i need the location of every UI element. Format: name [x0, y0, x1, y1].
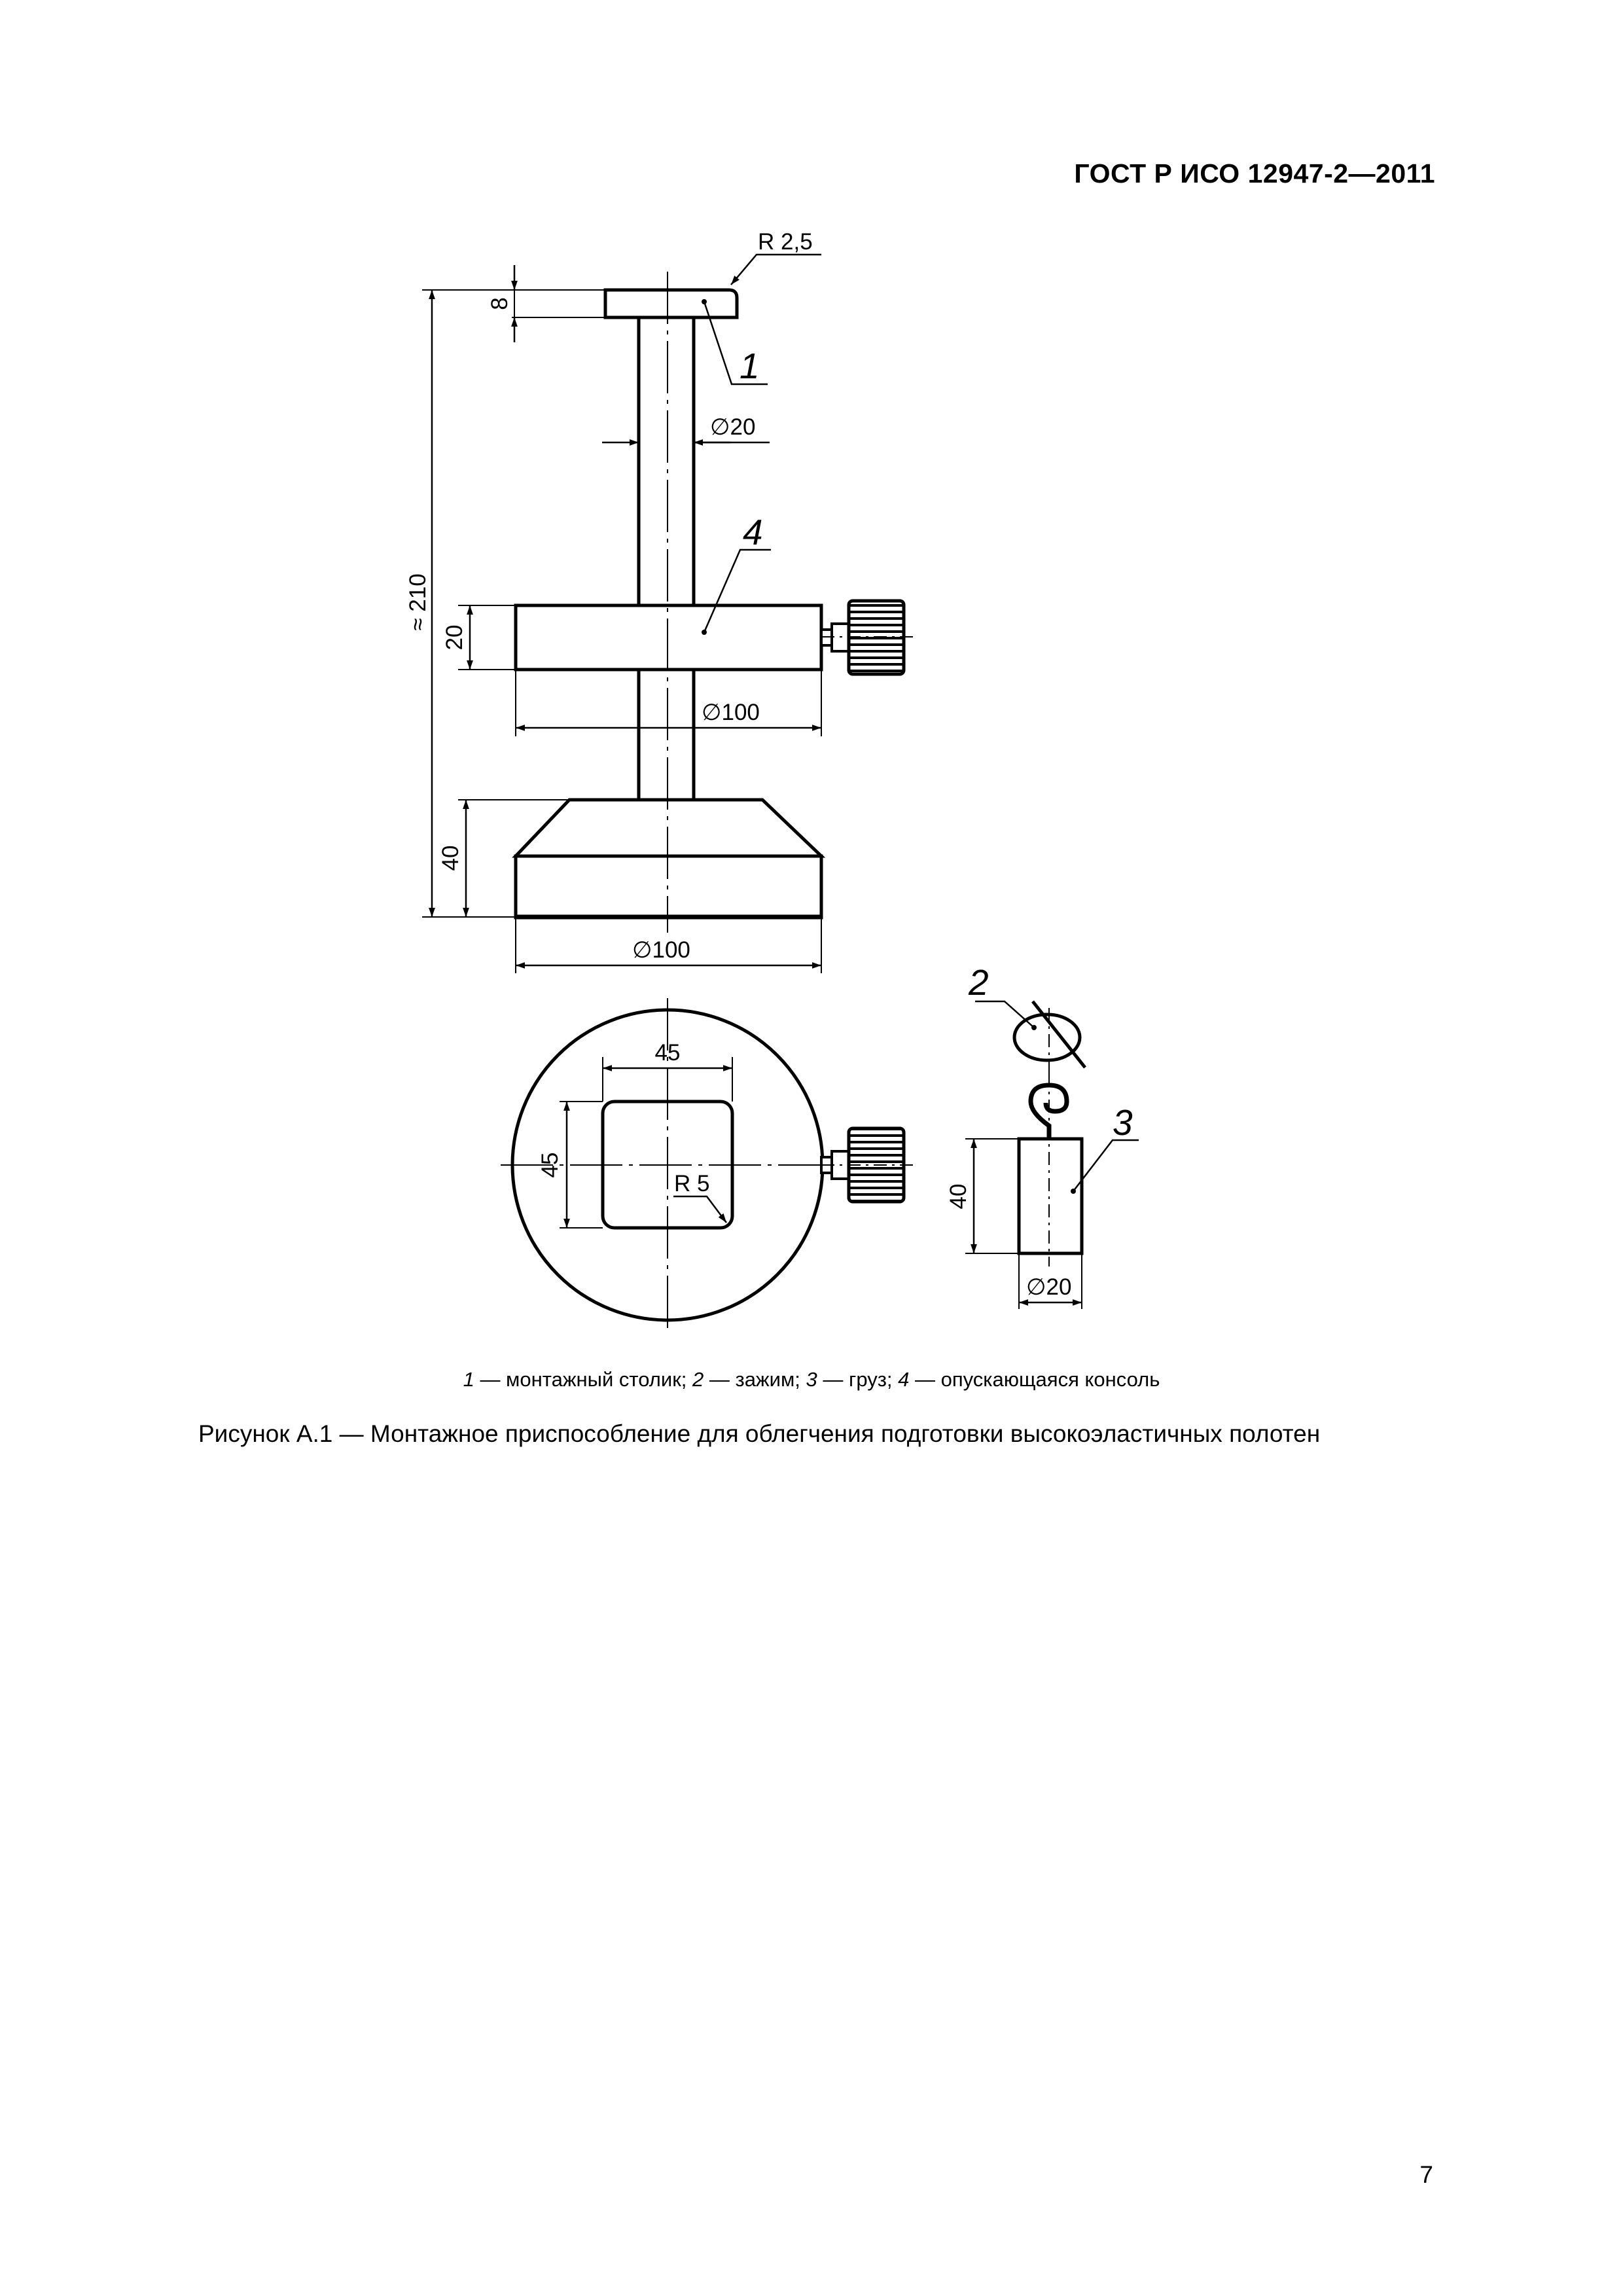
dim-d-base: ∅100 [632, 937, 690, 963]
weight [1019, 1139, 1082, 1253]
legend-num-1: 1 [463, 1368, 474, 1391]
legend-num-4: 4 [898, 1368, 910, 1391]
callout-3: 3 [1113, 1102, 1133, 1143]
legend-text-2: — зажим; [704, 1368, 806, 1391]
dim-h-top: 8 [487, 297, 512, 310]
base-block [516, 856, 821, 918]
mounting-table-top [605, 290, 737, 317]
figure-legend [0, 1368, 1623, 1391]
dim-h-weight: 40 [946, 1183, 971, 1210]
dim-h-square: 45 [537, 1152, 563, 1178]
dim-h-base: 40 [438, 845, 463, 871]
legend-num-3: 3 [806, 1368, 817, 1391]
column-lower [639, 670, 694, 800]
dim-w-square: 45 [654, 1040, 681, 1066]
dim-d-weight: ∅20 [1026, 1274, 1072, 1300]
dim-h-bracket: 20 [442, 624, 467, 651]
legend-text-1: — монтажный столик; [474, 1368, 692, 1391]
callout-2: 2 [969, 962, 989, 1003]
lowering-bracket [516, 605, 821, 670]
legend-text-4: — опускающаяся консоль [909, 1368, 1160, 1391]
callout-1: 1 [740, 346, 760, 386]
dim-r-top: R 2,5 [758, 229, 813, 255]
base-chamfer [516, 800, 821, 856]
dim-h-total: ≈ 210 [405, 573, 431, 631]
document-standard-header: ГОСТ Р ИСО 12947-2—2011 [1074, 158, 1435, 188]
legend-text-3: — груз; [817, 1368, 899, 1391]
figure-caption: Рисунок А.1 — Монтажное приспособление для облегчения подготовки высокоэластичных полотен [198, 1420, 1321, 1447]
column [639, 317, 694, 605]
page-number: 7 [1419, 2161, 1433, 2188]
clamp-and-weight [965, 1001, 1139, 1309]
dim-d-bracket: ∅100 [702, 700, 760, 725]
front-view [422, 255, 913, 973]
dim-d-column: ∅20 [710, 414, 756, 440]
legend-num-2: 2 [692, 1368, 704, 1391]
dim-r-square: R 5 [674, 1171, 710, 1196]
callout-4: 4 [743, 512, 763, 552]
